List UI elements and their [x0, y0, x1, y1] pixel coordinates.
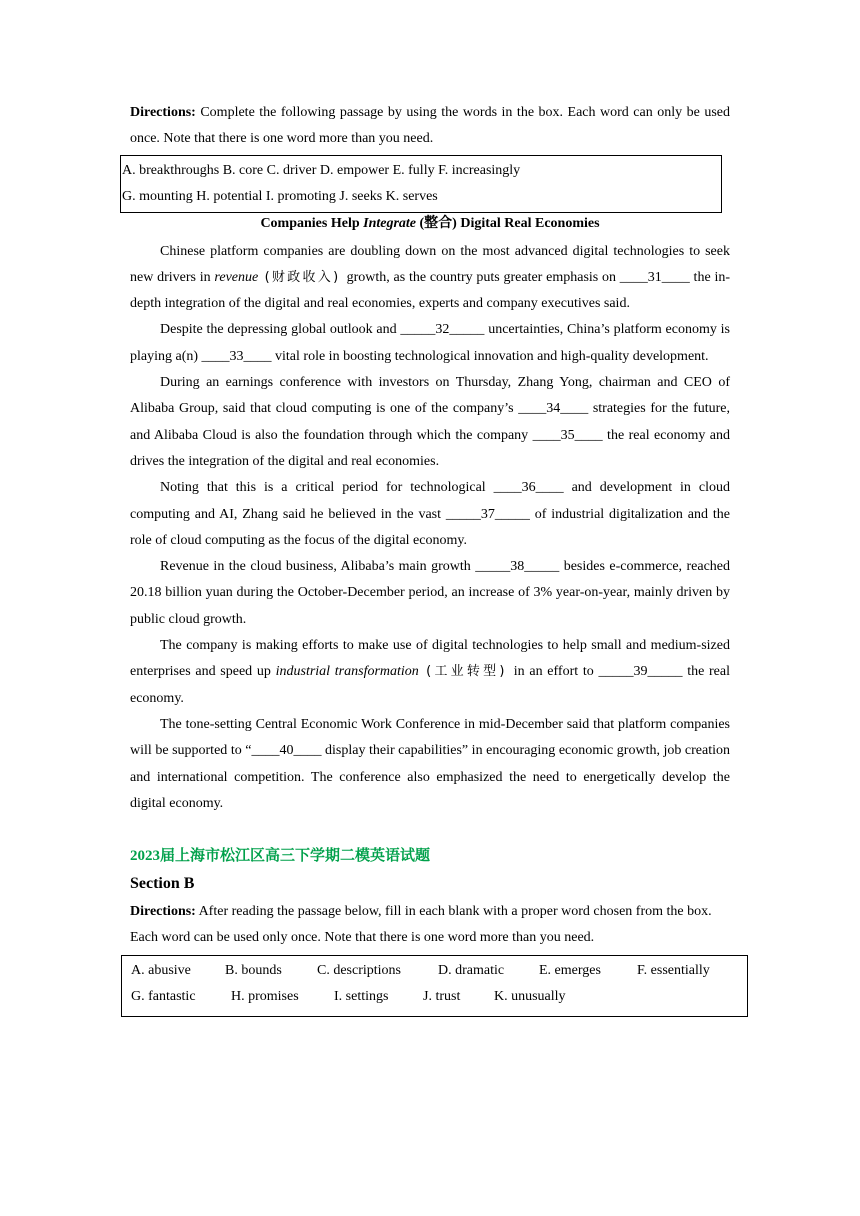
- blank-40[interactable]: ____40____: [251, 743, 322, 759]
- text: Despite the depressing global outlook and: [160, 322, 401, 338]
- blank-37[interactable]: _____37_____: [445, 506, 530, 522]
- text: The company is making efforts to make use of digital technologies to help small and medium-sized enterprises and speed up: [130, 638, 730, 680]
- blank-38[interactable]: _____38_____: [475, 559, 560, 575]
- text: and development in cloud computing and AI, Zhang said he believed in the vast: [130, 480, 730, 522]
- text: display their capabilities” in encouraging economic growth, job creation and international competition. The conference also emphasized the need to energetically develop the digital economy.: [130, 743, 731, 811]
- blank-31[interactable]: ____31____: [619, 269, 690, 285]
- text: strategies for the future, and Alibaba Cloud is also the foundation through which the company: [130, 401, 730, 443]
- word-option: C. descriptions: [317, 962, 401, 978]
- title-part: (整合) Digital Real Economies: [416, 215, 600, 231]
- directions-1: [130, 100, 730, 153]
- text: Noting that this is a critical period for technological: [160, 480, 494, 496]
- word-option: E. emerges: [539, 962, 601, 978]
- word-option: J. trust: [423, 988, 461, 1004]
- directions-text: After reading the passage below, fill in each blank with a proper word chosen from the box. Each word can be used only once. Note that there is one word more than you need.: [130, 904, 712, 946]
- text: the real economy.: [130, 664, 730, 706]
- word-box-row-2: [131, 984, 747, 1010]
- paragraph-4: [130, 475, 730, 554]
- text: besides e-commerce, reached 20.18 billion yuan during the October-December period, an increase of 3% year-on-year, mainly driven by public cloud growth.: [130, 559, 731, 627]
- word-option: F. essentially: [637, 962, 710, 978]
- word-box-1: [120, 155, 722, 213]
- paragraph-1: [130, 239, 730, 318]
- paragraph-2: [130, 317, 730, 370]
- word-option: G. fantastic: [131, 988, 196, 1004]
- passage-title: [130, 213, 730, 235]
- blank-39[interactable]: _____39_____: [598, 664, 683, 680]
- title-part: Companies Help: [260, 215, 364, 231]
- directions-label: Directions:: [130, 904, 196, 920]
- word-box-line-1: A. breakthroughs B. core C. driver D. empower E. fully F. increasingly: [122, 162, 521, 178]
- word-option: H. promises: [231, 988, 299, 1004]
- blank-32[interactable]: _____32_____: [400, 322, 485, 338]
- paragraph-7: [130, 712, 730, 817]
- text: Chinese platform companies are doubling down on the most advanced digital technologies to seek new drivers in: [130, 243, 730, 285]
- text: vital role in boosting technological innovation and high-quality development.: [271, 348, 709, 364]
- word-option: B. bounds: [225, 962, 282, 978]
- text-chinese: (财政收入): [258, 269, 347, 285]
- blank-34[interactable]: ____34____: [518, 401, 589, 417]
- text: Revenue in the cloud business, Alibaba’s main growth: [160, 559, 476, 575]
- text-italic: revenue: [214, 269, 259, 285]
- exam-title: 2023届上海市松江区高三下学期二模英语试题: [130, 848, 431, 865]
- directions-label: Directions:: [130, 105, 196, 120]
- text: the in-depth integration of the digital and real economies, experts and company executives said.: [130, 269, 730, 312]
- text: During an earnings conference with investors on Thursday, Zhang Yong, chairman and CEO of Alibaba Group, said that cloud computing is one of the company’s: [130, 375, 730, 417]
- word-box-2: [121, 955, 748, 1017]
- title-italic: Integrate: [363, 215, 417, 231]
- section-heading: Section B: [130, 875, 195, 893]
- directions-2: [130, 899, 730, 952]
- blank-36[interactable]: ____36____: [493, 480, 564, 496]
- document-page: [122, 100, 731, 1017]
- blank-33[interactable]: ____33____: [201, 348, 272, 364]
- text-italic: industrial transformation: [275, 664, 419, 680]
- word-box-line-2: G. mounting H. potential I. promoting J. seeks K. serves: [122, 188, 438, 204]
- text: growth, as the country puts greater emphasis on: [346, 269, 620, 285]
- word-option: A. abusive: [131, 962, 191, 978]
- paragraph-6: [130, 633, 730, 712]
- blank-35[interactable]: ____35____: [532, 427, 603, 443]
- word-option: K. unusually: [494, 988, 566, 1004]
- paragraph-5: [130, 554, 730, 633]
- word-option: I. settings: [334, 988, 389, 1004]
- text: The tone-setting Central Economic Work Conference in mid-December said that platform companies will be supported to “: [130, 716, 730, 759]
- word-box-row-1: [131, 958, 747, 984]
- text: of industrial digitalization and the role of cloud computing as the focus of the digital economy.: [130, 506, 730, 548]
- word-option: D. dramatic: [438, 962, 505, 978]
- text-chinese: (工业转型): [418, 664, 514, 680]
- directions-text: Complete the following passage by using the words in the box. Each word can only be used once. Note that there is one word more than you need.: [130, 105, 730, 147]
- paragraph-3: [130, 370, 730, 475]
- text: the real economy and drives the integration of the digital and real economies.: [130, 427, 730, 469]
- text: uncertainties, China’s platform economy is playing a(n): [130, 322, 730, 364]
- text: in an effort to: [513, 664, 599, 680]
